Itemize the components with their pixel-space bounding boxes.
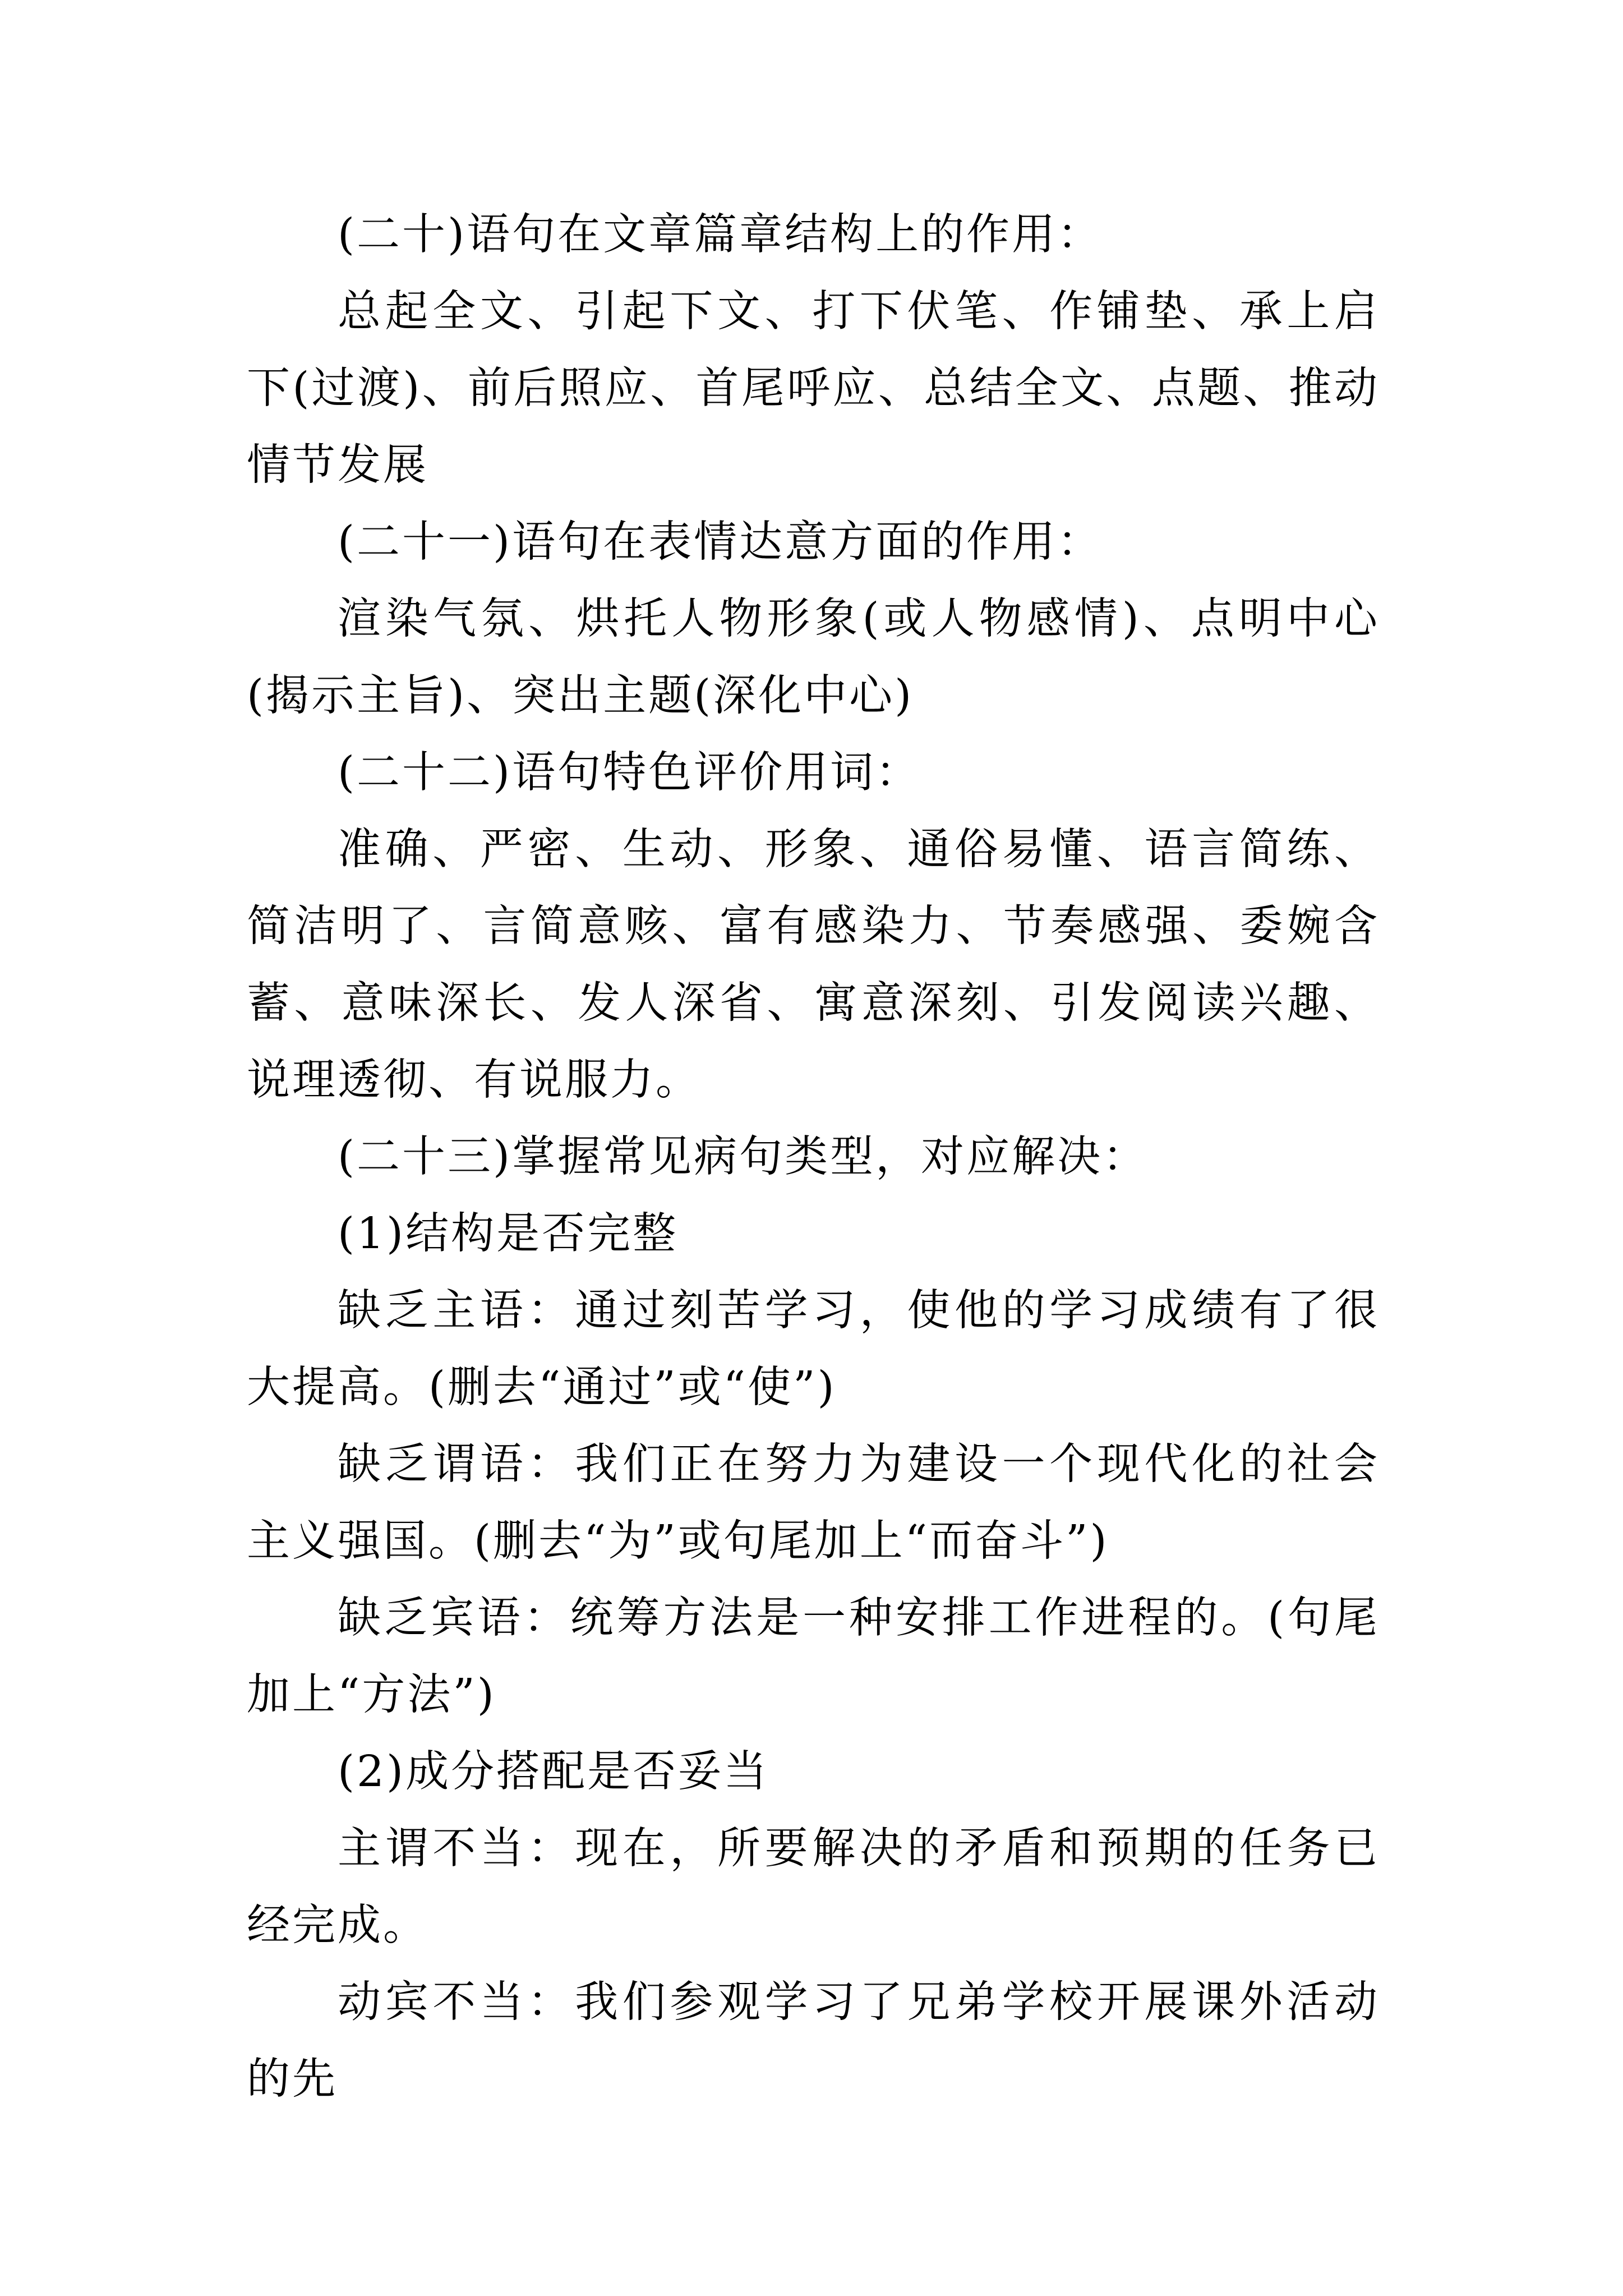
example-missing-subject: 缺乏主语：通过刻苦学习，使他的学习成绩有了很大提高。(删去“通过”或“使”) bbox=[247, 1286, 1380, 1412]
subheading-structure-complete: (1)结构是否完整 bbox=[338, 1209, 679, 1259]
paragraph-evaluation-terms: 准确、严密、生动、形象、通俗易懂、语言简练、简洁明了、言简意赅、富有感染力、节奏感强、委婉含蓄、意味深长、发人深省、寓意深刻、引发阅读兴趣、说理透彻、有说服力。 bbox=[247, 825, 1380, 1105]
heading-faulty-sentences: (二十三)掌握常见病句类型，对应解决： bbox=[338, 1132, 1149, 1182]
paragraph-structure-functions: 总起全文、引起下文、打下伏笔、作铺垫、承上启下(过渡)、前后照应、首尾呼应、总结全文、点题、推动情节发展 bbox=[247, 287, 1380, 490]
example-missing-predicate: 缺乏谓语：我们正在努力为建设一个现代化的社会主义强国。(删去“为”或句尾加上“而奋斗”) bbox=[247, 1439, 1380, 1566]
subheading-component-matching: (2)成分搭配是否妥当 bbox=[338, 1747, 769, 1797]
example-missing-object: 缺乏宾语：统筹方法是一种安排工作进程的。(句尾加上“方法”) bbox=[247, 1593, 1380, 1720]
paragraph-expression-functions: 渲染气氛、烘托人物形象(或人物感情)、点明中心(揭示主旨)、突出主题(深化中心) bbox=[247, 594, 1380, 721]
example-subject-predicate-mismatch: 主谓不当：现在，所要解决的矛盾和预期的任务已经完成。 bbox=[247, 1824, 1380, 1950]
heading-evaluation-terms: (二十二)语句特色评价用词： bbox=[338, 748, 921, 798]
heading-expression-function: (二十一)语句在表情达意方面的作用： bbox=[338, 517, 1103, 567]
document-page bbox=[247, 196, 1380, 2118]
heading-structure-function: (二十)语句在文章篇章结构上的作用： bbox=[338, 210, 1103, 260]
example-verb-object-mismatch: 动宾不当：我们参观学习了兄弟学校开展课外活动的先 bbox=[247, 1977, 1380, 2104]
